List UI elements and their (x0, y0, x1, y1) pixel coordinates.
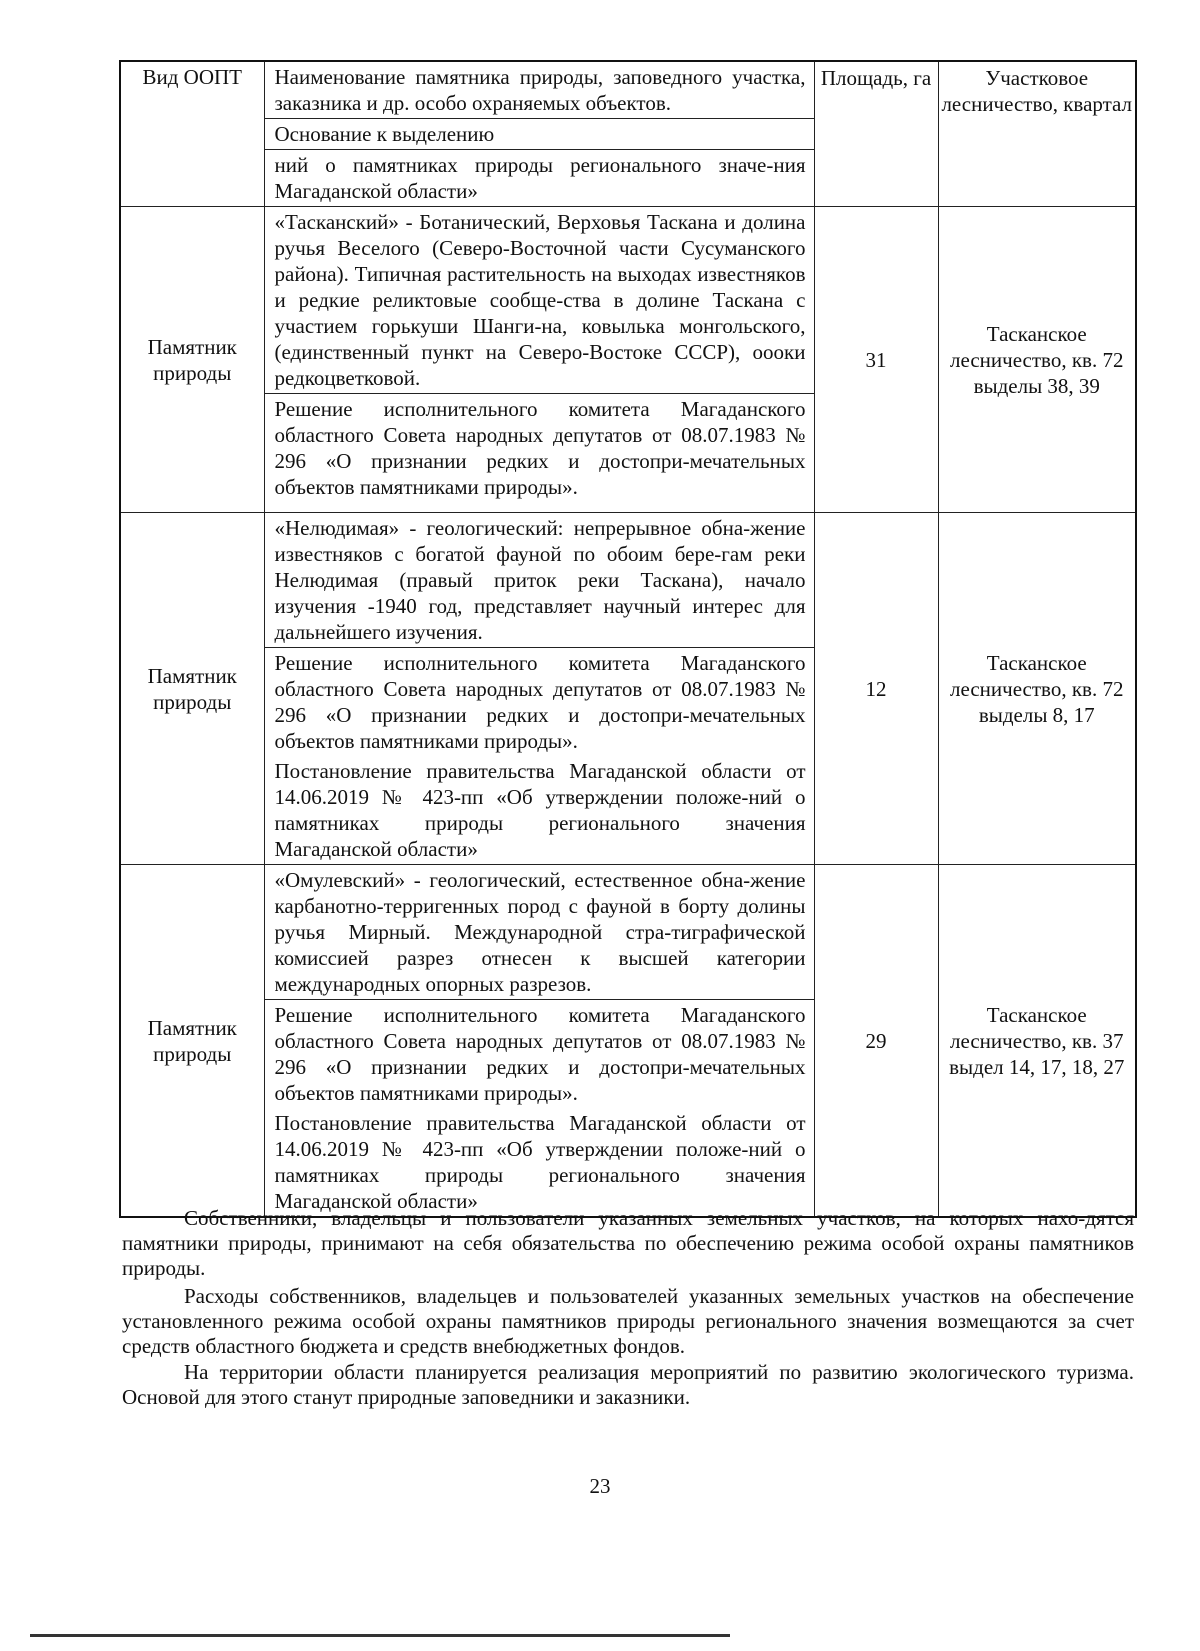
row-area: 12 (814, 513, 938, 865)
header-name: Наименование памятника природы, заповедного участка, заказника и др. особо охраняемых объектов. (274, 65, 806, 115)
table-header-row (120, 61, 1136, 150)
row-forestry: Тасканское лесничество, кв. 72 выделы 38, 39 (938, 207, 1136, 513)
row-basis-2: Постановление правительства Магаданской области от 14.06.2019 № 423-пп «Об утверждении положе-ний о памятниках природы регионального значения Магаданской области» (274, 1111, 806, 1213)
row-area: 31 (814, 207, 938, 513)
row-basis: Решение исполнительного комитета Магаданского областного Совета народных депутатов от 08.07.1983 № 296 «О признании редких и достопри-мечательных объектов памятниками природы». (265, 393, 814, 502)
row-name-cell (264, 513, 814, 865)
table-row (120, 865, 1136, 1218)
paragraph-expenses: Расходы собственников, владельцев и пользователей указанных земельных участков на обеспечение установленного режима особой охраны памятников природы регионального значения возмещаются за счет средств областного бюджета и средств внебюджетных фондов. (122, 1284, 1134, 1358)
header-basis: Основание к выделению (265, 118, 814, 149)
header-type: Вид ООПТ (120, 61, 264, 207)
row-basis: Решение исполнительного комитета Магаданского областного Совета народных депутатов от 08.07.1983 № 296 «О признании редких и достопри-мечательных объектов памятниками природы». (265, 647, 814, 756)
paragraph-owners: Собственники, владельцы и пользователи указанных земельных участков, на которых нахо-дятся памятники природы, принимают на себя обязательства по обеспечению режима особой охраны памятников природы. (122, 1206, 1134, 1280)
row-name-cell (264, 865, 814, 1218)
continuation-cell (264, 150, 814, 207)
continuation-text: ний о памятниках природы регионального значе-ния Магаданской области» (274, 153, 806, 203)
row-forestry: Тасканское лесничество, кв. 72 выделы 8, 17 (938, 513, 1136, 865)
bottom-rule (30, 1634, 730, 1637)
row-description: «Нелюдимая» - геологический: непрерывное обна-жение известняков с богатой фауной по обоим бере-гам реки Нелюдимая (правый приток реки Таскана), начало изучения -1940 год, представляет научный интерес для дальнейшего изучения. (274, 516, 806, 644)
row-description: «Омулевский» - геологический, естественное обна-жение карбанотно-терригенных пород с фауной в борту долины ручья Мирный. Международной стра-тиграфической комиссией разрез отнесен к высшей категории международных опорных разрезов. (274, 868, 806, 996)
row-type: Памятник природы (120, 865, 264, 1218)
row-area: 29 (814, 865, 938, 1218)
header-forestry: Участковое лесничество, квартал (938, 61, 1136, 207)
row-basis: Решение исполнительного комитета Магаданского областного Совета народных депутатов от 08.07.1983 № 296 «О признании редких и достопри-мечательных объектов памятниками природы». (265, 999, 814, 1108)
row-description: «Тасканский» - Ботанический, Верховья Таскана и долина ручья Веселого (Северо-Восточной части Сусуманского района). Типичная растительность на выходах известняков и редкие реликтовые сообще-ства в долине Таскана с участием горькуши Шанги-на, ковылька монгольского, (единственный пункт на Северо-Востоке СССР), ооoки редкоцветковой. (274, 210, 806, 390)
row-type: Памятник природы (120, 513, 264, 865)
page-number: 23 (589, 1474, 611, 1498)
row-name-cell (264, 207, 814, 513)
protected-areas-table (119, 60, 1137, 1218)
row-basis-2: Постановление правительства Магаданской области от 14.06.2019 № 423-пп «Об утверждении положе-ний о памятниках природы регионального значения Магаданской области» (274, 759, 806, 861)
table-row (120, 207, 1136, 513)
row-forestry: Тасканское лесничество, кв. 37 выдел 14, 17, 18, 27 (938, 865, 1136, 1218)
table-row (120, 513, 1136, 865)
header-name-cell (264, 61, 814, 150)
header-area: Площадь, га (814, 61, 938, 207)
row-type: Памятник природы (120, 207, 264, 513)
paragraph-tourism: На территории области планируется реализация мероприятий по развитию экологического туризма. Основой для этого станут природные заповедники и заказники. (122, 1360, 1134, 1409)
